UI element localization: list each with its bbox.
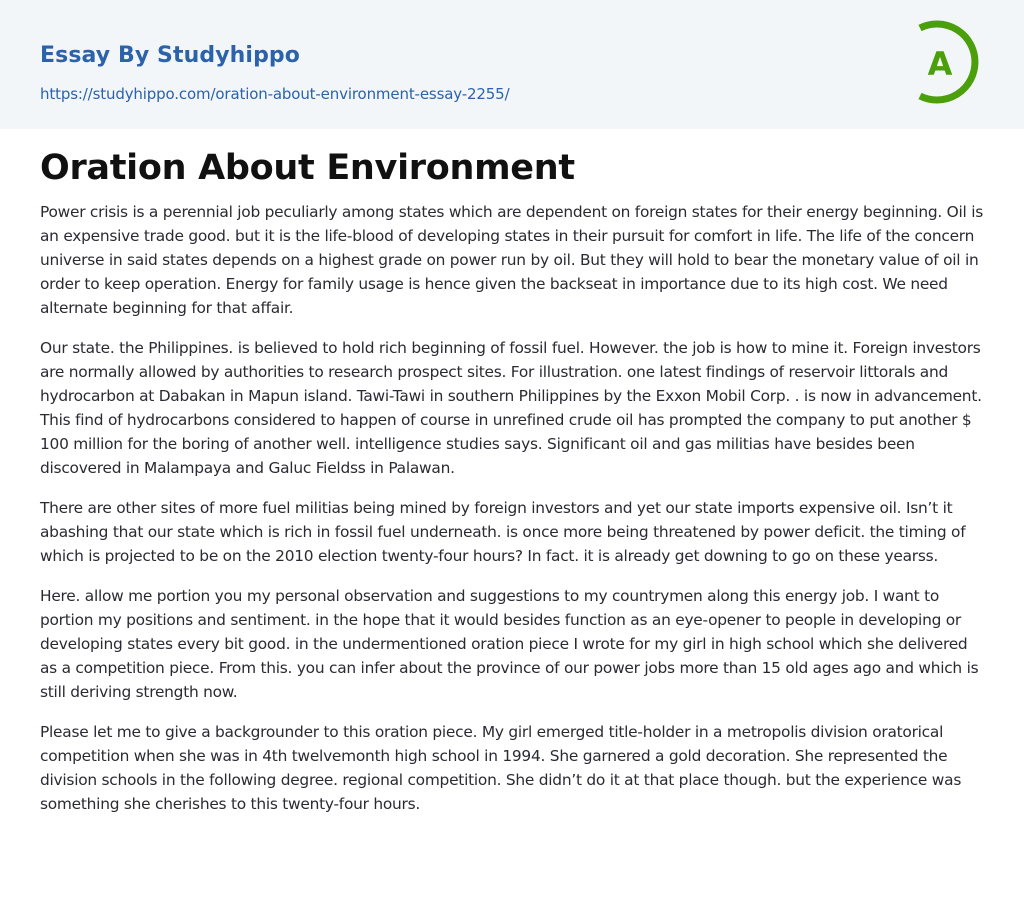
essay-paragraph: Our state. the Philippines. is believed to hold rich beginning of fossil fuel. However. the job is how to mine it. Foreign investors are normally allowed by authorities to research prospect sites. For illustration. one latest findings of reservoir littorals and hydrocarbon at Dabakan in Mapun island. Tawi-Tawi in southern Philippines by the Exxon Mobil Corp. . is now in advancement. This find of hydrocarbons considered to happen of course in unrefined crude oil has prompted the company to put another $ 100 million for the boring of another well. intelligence studies says. Significant oil and gas militias have besides been discovered in Malampaya and Galuc Fieldss in Palawan. xyxy=(40,339,982,477)
essay-body xyxy=(40,200,988,832)
site-title: Essay By Studyhippo xyxy=(40,43,300,68)
essay-paragraph: There are other sites of more fuel militias being mined by foreign investors and yet our state imports expensive oil. Isn’t it abashing that our state which is rich in fossil fuel underneath. is once more being threatened by power deficit. the timing of which is projected to be on the 2010 election twenty-four hours? In fact. it is already get downing to go on these yearss. xyxy=(40,499,966,565)
studyhippo-logo-icon[interactable] xyxy=(912,18,988,106)
essay-title: Oration About Environment xyxy=(40,148,575,188)
site-header xyxy=(0,0,1024,129)
essay-paragraph: Here. allow me portion you my personal observation and suggestions to my countrymen along this energy job. I want to portion my positions and sentiment. in the hope that it would besides function as an eye-opener to people in developing or developing states every bit good. in the undermentioned oration piece I wrote for my girl in high school which she delivered as a competition piece. From this. you can infer about the province of our power jobs more than 15 old ages ago and which is still deriving strength now. xyxy=(40,587,979,701)
essay-paragraph: Please let me to give a backgrounder to this oration piece. My girl emerged title-holder in a metropolis division oratorical competition when she was in 4th twelvemonth high school in 1994. She garnered a gold decoration. She represented the division schools in the following degree. regional competition. She didn’t do it at that place though. but the experience was something she cherishes to this twenty-four hours. xyxy=(40,723,962,813)
essay-paragraph: Power crisis is a perennial job peculiarly among states which are dependent on foreign states for their energy beginning. Oil is an expensive trade good. but it is the life-blood of developing states in their pursuit for comfort in life. The life of the concern universe in said states depends on a highest grade on power run by oil. But they will hold to bear the monetary value of oil in order to keep operation. Energy for family usage is hence given the backseat in importance due to its high cost. We need alternate beginning for that affair. xyxy=(40,203,983,317)
essay-url-link[interactable]: https://studyhippo.com/oration-about-environment-essay-2255/ xyxy=(40,85,510,103)
logo-letter: A xyxy=(927,45,953,83)
